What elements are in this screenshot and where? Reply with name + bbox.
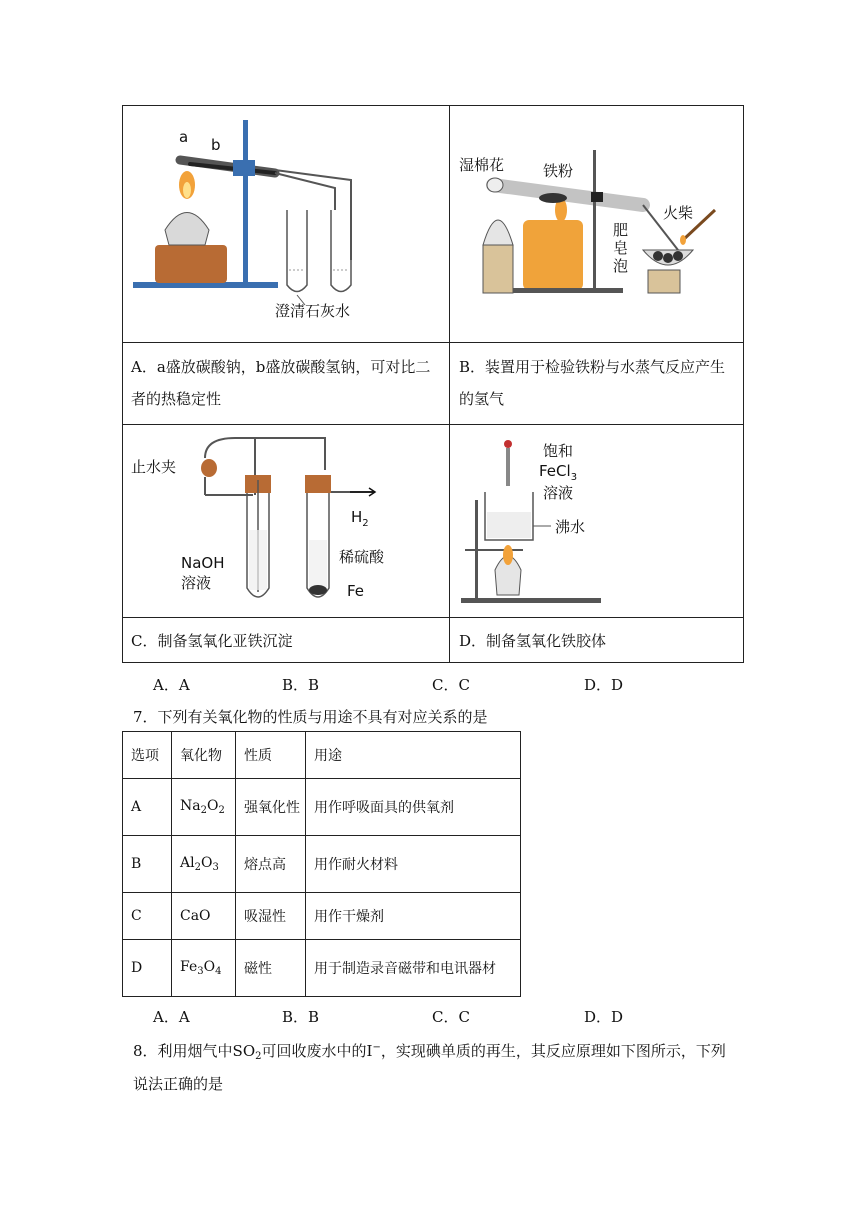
label-saturated: 饱和: [543, 442, 574, 460]
label-match: 火柴: [663, 204, 694, 222]
clamp: [591, 192, 603, 202]
row-oxide: $Na_2O_2$: [172, 779, 236, 836]
water-clamp: [201, 459, 217, 477]
heater-lamp: [523, 220, 583, 290]
table-row: [123, 779, 521, 836]
reaction-tube: [493, 185, 643, 205]
stand-base: [461, 598, 601, 603]
label-h2: $H_2$: [351, 508, 369, 529]
caption-a: A．a盛放碳酸钠，b盛放碳酸氢钠，可对比二者的热稳定性: [131, 358, 431, 408]
grid-divider-1: [122, 342, 744, 343]
row-option: B: [123, 836, 172, 893]
header-option: 选项: [123, 732, 172, 779]
test-tube-left: [287, 210, 307, 292]
row-use: 用于制造录音磁带和电讯器材: [306, 940, 521, 997]
label-clamp: 止水夹: [131, 458, 177, 476]
row-option: C: [123, 893, 172, 940]
label-naoh-solution: 溶液: [181, 574, 212, 592]
boiling-water: [487, 512, 531, 538]
label-limewater: 澄清石灰水: [275, 302, 351, 320]
row-oxide: $Al_2O_3$: [172, 836, 236, 893]
table-header-row: [123, 732, 521, 779]
header-property: 性质: [236, 732, 306, 779]
row-oxide: $Fe_3O_4$: [172, 940, 236, 997]
row-option: D: [123, 940, 172, 997]
header-oxide: 氧化物: [172, 732, 236, 779]
label-iron-powder: 铁粉: [543, 162, 574, 180]
row-property: 熔点高: [236, 836, 306, 893]
caption-b: B．装置用于检验铁粉与水蒸气反应产生的氢气: [459, 358, 726, 408]
alcohol-lamp: [165, 213, 209, 246]
q6-option-b[interactable]: B．B: [282, 676, 320, 694]
apparatus-b-figure: [453, 110, 741, 338]
apparatus-d-figure: [453, 430, 741, 612]
row-use: 用作干燥剂: [306, 893, 521, 940]
label-a: a: [179, 128, 189, 146]
q7-table: [122, 731, 521, 997]
grid-divider-vertical: [449, 105, 450, 663]
stand-rod: [593, 150, 596, 290]
row-property: 磁性: [236, 940, 306, 997]
q8-stem-line2: 说法正确的是: [133, 1075, 224, 1093]
stand-rod: [243, 120, 248, 285]
iron-powder: [539, 193, 567, 203]
q8-stem-line1: 8．利用烟气中$SO_2$可回收废水中的I−，实现碘单质的再生，其反应原理如下图所示，下列: [133, 1042, 726, 1062]
clamp: [233, 160, 255, 176]
q7-option-a[interactable]: A．A: [153, 1008, 190, 1026]
label-fe: Fe: [347, 582, 365, 600]
naoh-solution: [249, 530, 267, 590]
wood-block-right: [648, 270, 680, 293]
row-oxide: CaO: [172, 893, 236, 940]
grid-divider-3: [122, 617, 744, 618]
grid-divider-2: [122, 424, 744, 425]
label-soap-1: 肥: [613, 221, 629, 239]
heater-block: [155, 245, 227, 283]
row-property: 吸湿性: [236, 893, 306, 940]
delivery-tube-1: [275, 173, 335, 210]
wet-cotton: [487, 178, 503, 192]
label-b: b: [211, 136, 221, 154]
iron-filings: [309, 585, 327, 595]
soap-bubble: [673, 251, 683, 261]
stand-base: [513, 288, 623, 293]
arrow-icon: [350, 488, 375, 496]
header-use: 用途: [306, 732, 521, 779]
soap-bubble: [663, 253, 673, 263]
label-soap-2: 皂: [613, 239, 629, 257]
wood-block-left: [483, 245, 513, 293]
table-row: [123, 893, 521, 940]
row-option: A: [123, 779, 172, 836]
q6-option-d[interactable]: D．D: [584, 676, 624, 694]
label-wet-cotton: 湿棉花: [459, 156, 505, 174]
clamp-tube: [205, 438, 255, 458]
flame: [503, 545, 513, 565]
row-use: 用作呼吸面具的供氧剂: [306, 779, 521, 836]
q6-option-c[interactable]: C．C: [432, 676, 470, 694]
apparatus-a-figure: [125, 110, 445, 338]
table-row: [123, 836, 521, 893]
q7-option-d[interactable]: D．D: [584, 1008, 624, 1026]
row-property: 强氧化性: [236, 779, 306, 836]
q7-option-c[interactable]: C．C: [432, 1008, 470, 1026]
apparatus-c-figure: [125, 430, 445, 612]
label-solution: 溶液: [543, 484, 574, 502]
table-row: [123, 940, 521, 997]
label-naoh: NaOH: [181, 554, 225, 572]
label-soap-3: 泡: [613, 257, 629, 275]
q6-option-a[interactable]: A．A: [153, 676, 190, 694]
label-boiling-water: 沸水: [555, 518, 586, 536]
label-acid: 稀硫酸: [339, 548, 385, 566]
stopper-right: [305, 475, 331, 493]
dropper: [506, 448, 510, 486]
caption-c: C．制备氢氧化亚铁沉淀: [131, 632, 293, 650]
row-use: 用作耐火材料: [306, 836, 521, 893]
q7-stem: 7．下列有关氧化物的性质与用途不具有对应关系的是: [133, 708, 488, 726]
label-fecl3: FeCl$_3$: [539, 462, 578, 483]
test-tube-right: [331, 210, 351, 292]
acid-solution: [309, 540, 327, 590]
q7-option-b[interactable]: B．B: [282, 1008, 320, 1026]
match-flame: [680, 235, 686, 245]
alcohol-lamp-left: [483, 220, 513, 245]
caption-d: D．制备氢氧化铁胶体: [459, 632, 607, 650]
soap-bubble: [653, 251, 663, 261]
flame-core: [183, 182, 191, 198]
dropper-bulb: [504, 440, 512, 448]
